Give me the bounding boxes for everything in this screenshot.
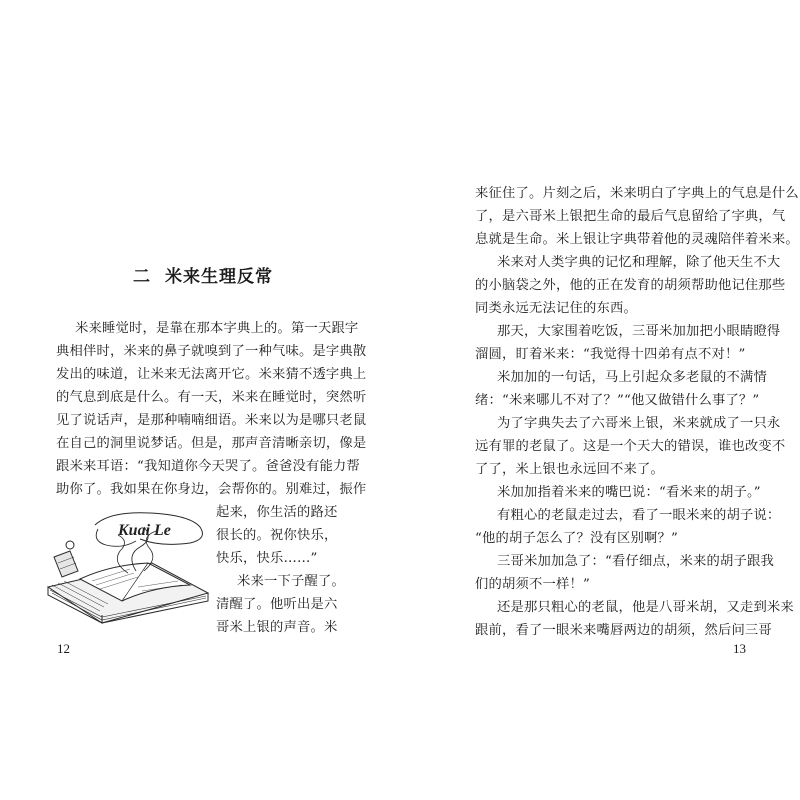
text-line: 来征住了。片刻之后，米来明白了字典上的气息是什么 bbox=[475, 186, 799, 201]
chapter-number: 二 bbox=[133, 267, 151, 287]
text-line: 同类永远无法记住的东西。 bbox=[475, 301, 637, 316]
text-line: 助你了。我如果在你身边，会帮你的。别难过，振作 bbox=[56, 482, 367, 497]
text-line: 们的胡须不一样！” bbox=[475, 577, 590, 592]
text-line: 哥米上银的声音。米 bbox=[216, 620, 338, 635]
text-line: 跟米来耳语：“我知道你今天哭了。爸爸没有能力帮 bbox=[56, 459, 360, 474]
illustration-lettering: Kuai Le bbox=[118, 522, 171, 539]
text-line: 为了字典失去了六哥米上银，米来就成了一只永 bbox=[497, 416, 781, 431]
text-line: 有粗心的老鼠走过去，看了一眼米来的胡子说： bbox=[497, 508, 781, 523]
text-line: 那天，大家围着吃饭，三哥米加加把小眼睛瞪得 bbox=[497, 324, 781, 339]
text-line: 快乐，快乐……” bbox=[216, 551, 318, 566]
text-line: 发出的味道，让米来无法离开它。米来猜不透字典上 bbox=[56, 367, 367, 382]
book-illustration bbox=[40, 505, 215, 625]
text-line: 米加加指着米来的嘴巴说：“看米来的胡子。” bbox=[497, 485, 761, 500]
text-line: 见了说话声，是那种喃喃细语。米来以为是哪只老鼠 bbox=[56, 413, 367, 428]
page-number: 12 bbox=[57, 641, 70, 656]
right-page bbox=[400, 0, 800, 800]
text-line: 米加加的一句话，马上引起众多老鼠的不满情 bbox=[497, 370, 767, 385]
chapter-heading bbox=[133, 262, 333, 287]
text-line: 跟前，看了一眼米来嘴唇两边的胡须，然后问三哥 bbox=[475, 623, 772, 638]
text-line: 的小脑袋之外，他的正在发育的胡须帮助他记住那些 bbox=[475, 278, 786, 293]
text-line: 起来，你生活的路还 bbox=[216, 505, 338, 520]
text-line: 很长的。祝你快乐， bbox=[216, 528, 338, 543]
text-line: 溜圆，盯着米来：“我觉得十四弟有点不对！” bbox=[475, 347, 746, 362]
text-line: “他的胡子怎么了？没有区别啊？” bbox=[475, 531, 678, 546]
text-line: 清醒了。他听出是六 bbox=[216, 597, 338, 612]
page-number: 13 bbox=[733, 641, 746, 656]
text-line: 的气息到底是什么。有一天，米来在睡觉时，突然听 bbox=[56, 390, 367, 405]
text-line: 在自己的洞里说梦话。但是，那声音清晰亲切，像是 bbox=[56, 436, 367, 451]
chapter-title: 米来生理反常 bbox=[165, 267, 273, 287]
text-line: 米来一下子醒了。 bbox=[237, 574, 345, 589]
text-line: 米来对人类字典的记忆和理解，除了他天生不大 bbox=[497, 255, 781, 270]
text-line: 息就是生命。米上银让字典带着他的灵魂陪伴着米来。 bbox=[475, 232, 799, 247]
text-line: 典相伴时，米来的鼻子就嗅到了一种气味。是字典散 bbox=[56, 344, 367, 359]
text-line: 三哥米加加急了：“看仔细点，米来的胡子跟我 bbox=[497, 554, 774, 569]
text-line: 远有罪的老鼠了。这是一个天大的错误，谁也改变不 bbox=[475, 439, 786, 454]
text-line: 了，是六哥米上银把生命的最后气息留给了字典，气 bbox=[475, 209, 786, 224]
text-line: 绪：“米来哪儿不对了？”“他又做错什么事了？” bbox=[475, 393, 760, 408]
text-line: 还是那只粗心的老鼠，他是八哥米胡，又走到米来 bbox=[497, 600, 794, 615]
text-line: 了了，米上银也永远回不来了。 bbox=[475, 462, 664, 477]
text-line: 米来睡觉时，是靠在那本字典上的。第一天跟字 bbox=[75, 321, 359, 336]
